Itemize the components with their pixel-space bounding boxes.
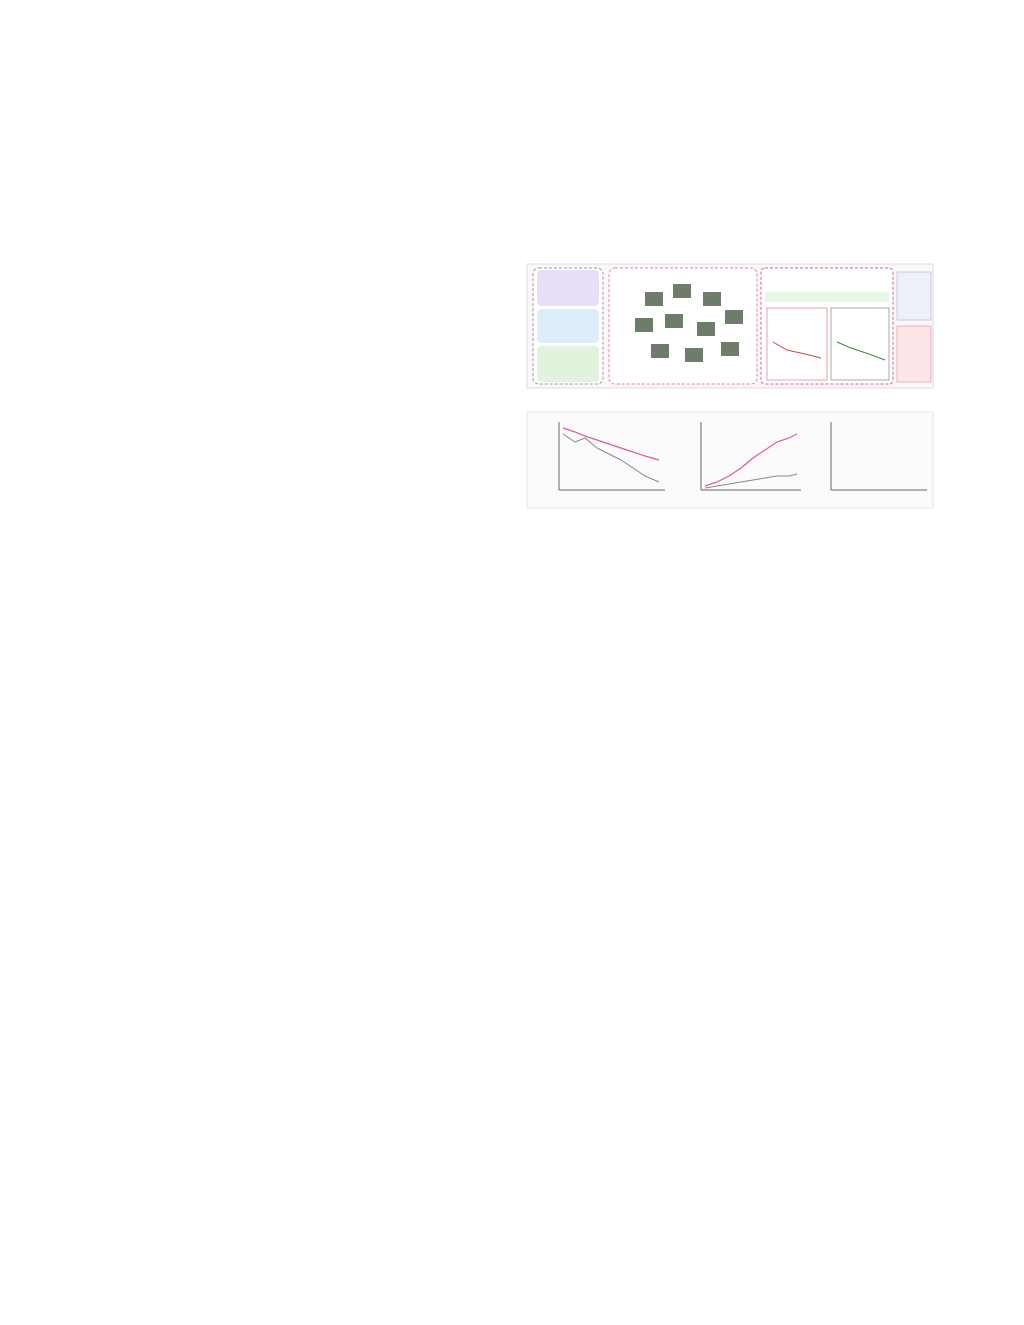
arxiv-stamp: [19, 290, 59, 1040]
panel-b-bg: [527, 412, 933, 508]
ours-policy-box: [897, 326, 931, 382]
offline-sample-card: [537, 346, 599, 382]
human-sample-card: [537, 270, 599, 306]
online-sample-card: [537, 309, 599, 343]
entropy-sampling-bar: [765, 292, 889, 302]
right-column: [525, 668, 935, 676]
informative-box: [831, 308, 889, 380]
figure-1-graphic: [525, 262, 935, 540]
hilrl-policy-box: [897, 272, 931, 320]
figure-1: [525, 262, 935, 540]
left-column: [90, 270, 500, 284]
